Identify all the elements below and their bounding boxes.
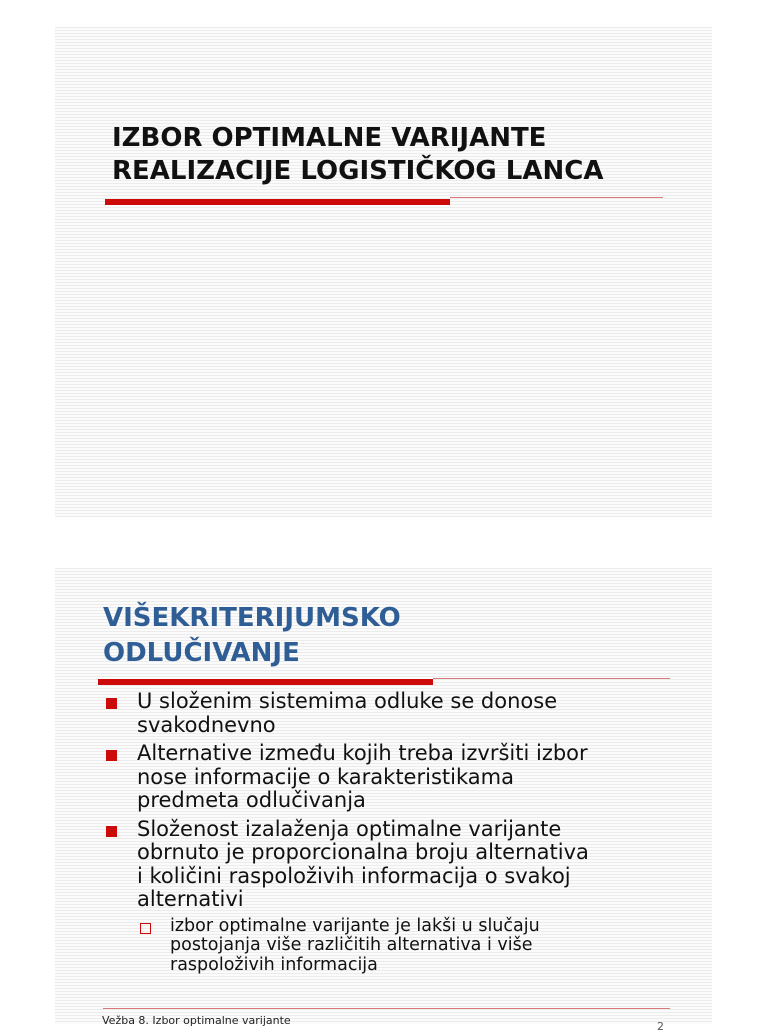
slide-2-title-underline-thin xyxy=(433,678,670,679)
bullet-line: Alternative između kojih treba izvršiti izbor xyxy=(137,741,588,765)
slide-2-title xyxy=(103,601,663,671)
bullet-line: U složenim sistemima odluke se donose xyxy=(137,689,558,713)
bullet-text xyxy=(137,818,704,912)
filled-square-bullet-icon xyxy=(106,698,117,709)
slide-2-title-line: VIŠEKRITERIJUMSKO xyxy=(103,603,401,633)
bullet-line: predmeta odlučivanja xyxy=(137,788,366,812)
filled-square-bullet-icon xyxy=(106,826,117,837)
bullet-text xyxy=(137,742,704,813)
sub-bullet-text xyxy=(170,917,704,976)
slide-1-title-line: REALIZACIJE LOGISTIČKOG LANCA xyxy=(112,156,604,186)
bullet-line: Složenost izalaženja optimalne varijante xyxy=(137,816,562,841)
page-number: 2 xyxy=(657,1020,664,1033)
slide-1-title-underline-thin xyxy=(450,197,663,198)
sub-bullet-line: raspoloživih informacija xyxy=(170,954,378,975)
slide-1-title xyxy=(112,122,692,188)
bullet-item xyxy=(104,690,704,737)
sub-bullet-line: postojanja više različitih alternativa i više xyxy=(170,935,533,955)
footer-divider xyxy=(103,1008,670,1009)
bullet-line: i količini raspoloživih informacija o svakoj xyxy=(137,863,571,888)
bullet-line: alternativi xyxy=(137,887,244,911)
sub-bullet-line: izbor optimalne varijante je lakši u slučaju xyxy=(170,915,540,936)
bullet-text xyxy=(137,690,704,737)
bullet-line: nose informacije o karakteristikama xyxy=(137,764,514,789)
bullet-line: obrnuto je proporcionalna broju alternativa xyxy=(137,840,589,864)
filled-square-bullet-icon xyxy=(106,750,117,761)
bullet-item xyxy=(104,818,704,912)
slide-1 xyxy=(55,27,712,517)
slide-2-title-line: ODLUČIVANJE xyxy=(103,638,300,668)
slide-1-title-line: IZBOR OPTIMALNE VARIJANTE xyxy=(112,123,547,153)
bullet-line: svakodnevno xyxy=(137,712,276,737)
slide-1-title-underline-red xyxy=(105,199,450,205)
footer-text: Vežba 8. Izbor optimalne varijante xyxy=(102,1014,291,1027)
bullet-list xyxy=(104,690,704,975)
sub-bullet-item xyxy=(104,917,704,976)
bullet-item xyxy=(104,742,704,813)
slide-2-title-underline-red xyxy=(98,679,433,685)
slide-2 xyxy=(55,568,712,1033)
hollow-square-bullet-icon xyxy=(140,923,151,934)
